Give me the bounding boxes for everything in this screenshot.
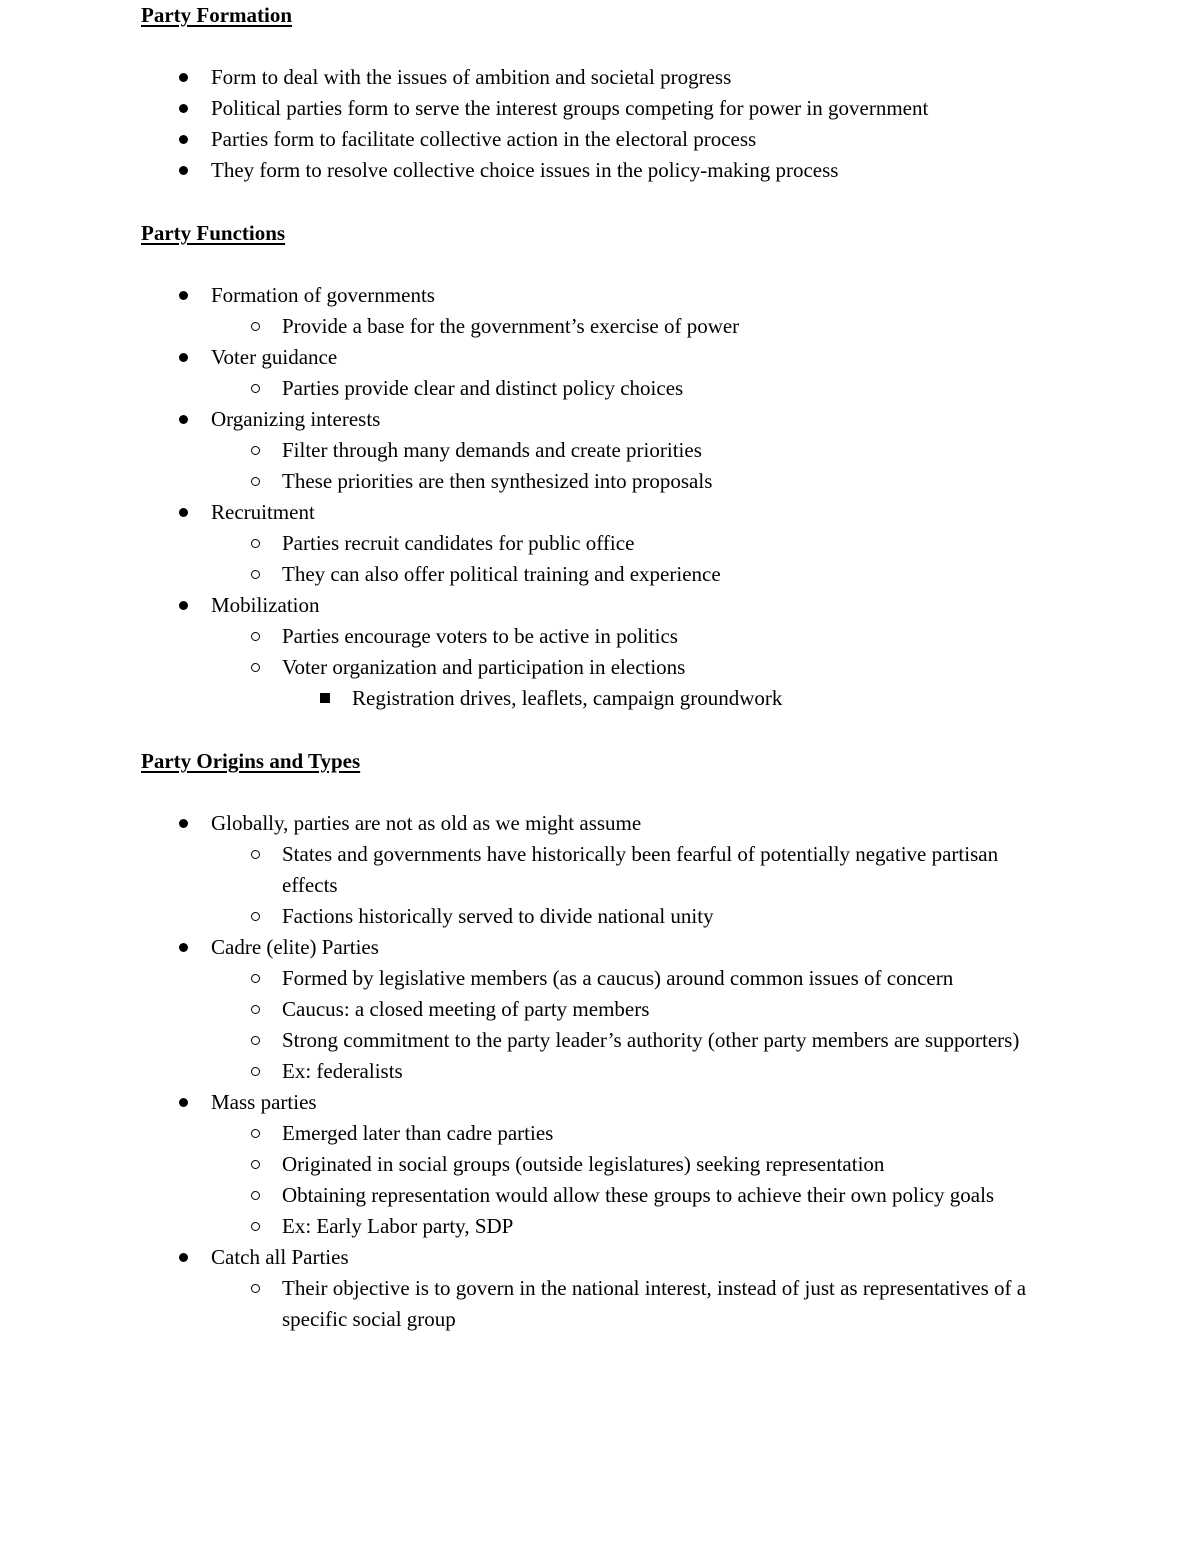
bullet-disc-icon [179,353,188,362]
sub-list-item: Filter through many demands and create priorities [0,435,1042,466]
list-item: They form to resolve collective choice issues in the policy-making process [0,155,928,186]
list-item: Parties form to facilitate collective action in the electoral process [0,124,928,155]
sub-list-item: Caucus: a closed meeting of party members [0,994,1042,1025]
bullet-circle-icon [251,1129,260,1138]
list-item: Political parties form to serve the interest groups competing for power in government [0,93,928,124]
bullet-circle-icon [251,632,260,641]
bullet-circle-icon [251,477,260,486]
bullet-disc-icon [179,291,188,300]
list-item: Mobilization [0,590,1042,621]
bullet-circle-icon [251,1222,260,1231]
heading-party-functions: Party Functions [141,221,286,245]
list-item: Organizing interests [0,404,1042,435]
list-item: Mass parties [0,1087,1042,1118]
sub-list-item: Ex: federalists [0,1056,1042,1087]
sub-list-item: Their objective is to govern in the national interest, instead of just as representatives of a specific social group [0,1273,1042,1335]
sub-list-item: States and governments have historically been fearful of potentially negative partisan effects [0,839,1042,901]
list-item: Globally, parties are not as old as we might assume [0,808,1042,839]
bullet-disc-icon [179,135,188,144]
bullet-disc-icon [179,104,188,113]
bullet-square-icon [320,693,330,703]
heading-party-origins-and-types: Party Origins and Types [141,749,361,773]
sub-sub-list-item: Registration drives, leaflets, campaign groundwork [0,683,1042,714]
bullet-circle-icon [251,1160,260,1169]
bullet-circle-icon [251,1005,260,1014]
bullet-disc-icon [179,1098,188,1107]
bullet-disc-icon [179,601,188,610]
sub-list-item: Obtaining representation would allow these groups to achieve their own policy goals [0,1180,1042,1211]
bullet-circle-icon [251,1067,260,1076]
bullet-circle-icon [251,850,260,859]
bullet-circle-icon [251,570,260,579]
sub-list-item: Formed by legislative members (as a caucus) around common issues of concern [0,963,1042,994]
sub-list-item: Originated in social groups (outside legislatures) seeking representation [0,1149,1042,1180]
bullet-disc-icon [179,508,188,517]
bullet-circle-icon [251,974,260,983]
bullet-circle-icon [251,663,260,672]
bullet-disc-icon [179,166,188,175]
list-item: Formation of governments [0,280,1042,311]
bullet-circle-icon [251,322,260,331]
sub-list-item: Strong commitment to the party leader’s authority (other party members are supporters) [0,1025,1042,1056]
list-item: Voter guidance [0,342,1042,373]
sub-list-item: Voter organization and participation in elections [0,652,1042,683]
sub-list-item: These priorities are then synthesized into proposals [0,466,1042,497]
heading-party-formation: Party Formation [141,3,293,27]
party-functions-list [0,280,1042,714]
list-item: Catch all Parties [0,1242,1042,1273]
party-formation-list [0,62,928,186]
list-item: Cadre (elite) Parties [0,932,1042,963]
sub-list-item: Ex: Early Labor party, SDP [0,1211,1042,1242]
list-item: Form to deal with the issues of ambition and societal progress [0,62,928,93]
sub-list-item: Factions historically served to divide national unity [0,901,1042,932]
sub-list-item: They can also offer political training and experience [0,559,1042,590]
bullet-disc-icon [179,73,188,82]
bullet-disc-icon [179,1253,188,1262]
sub-list-item: Parties encourage voters to be active in politics [0,621,1042,652]
bullet-disc-icon [179,415,188,424]
bullet-circle-icon [251,1036,260,1045]
bullet-disc-icon [179,819,188,828]
list-item: Recruitment [0,497,1042,528]
bullet-circle-icon [251,539,260,548]
bullet-circle-icon [251,1191,260,1200]
bullet-circle-icon [251,384,260,393]
bullet-circle-icon [251,446,260,455]
sub-list-item: Parties recruit candidates for public office [0,528,1042,559]
bullet-circle-icon [251,912,260,921]
party-origins-list [0,808,1042,1335]
sub-list-item: Parties provide clear and distinct policy choices [0,373,1042,404]
sub-list-item: Emerged later than cadre parties [0,1118,1042,1149]
bullet-disc-icon [179,943,188,952]
bullet-circle-icon [251,1284,260,1293]
sub-list-item: Provide a base for the government’s exercise of power [0,311,1042,342]
